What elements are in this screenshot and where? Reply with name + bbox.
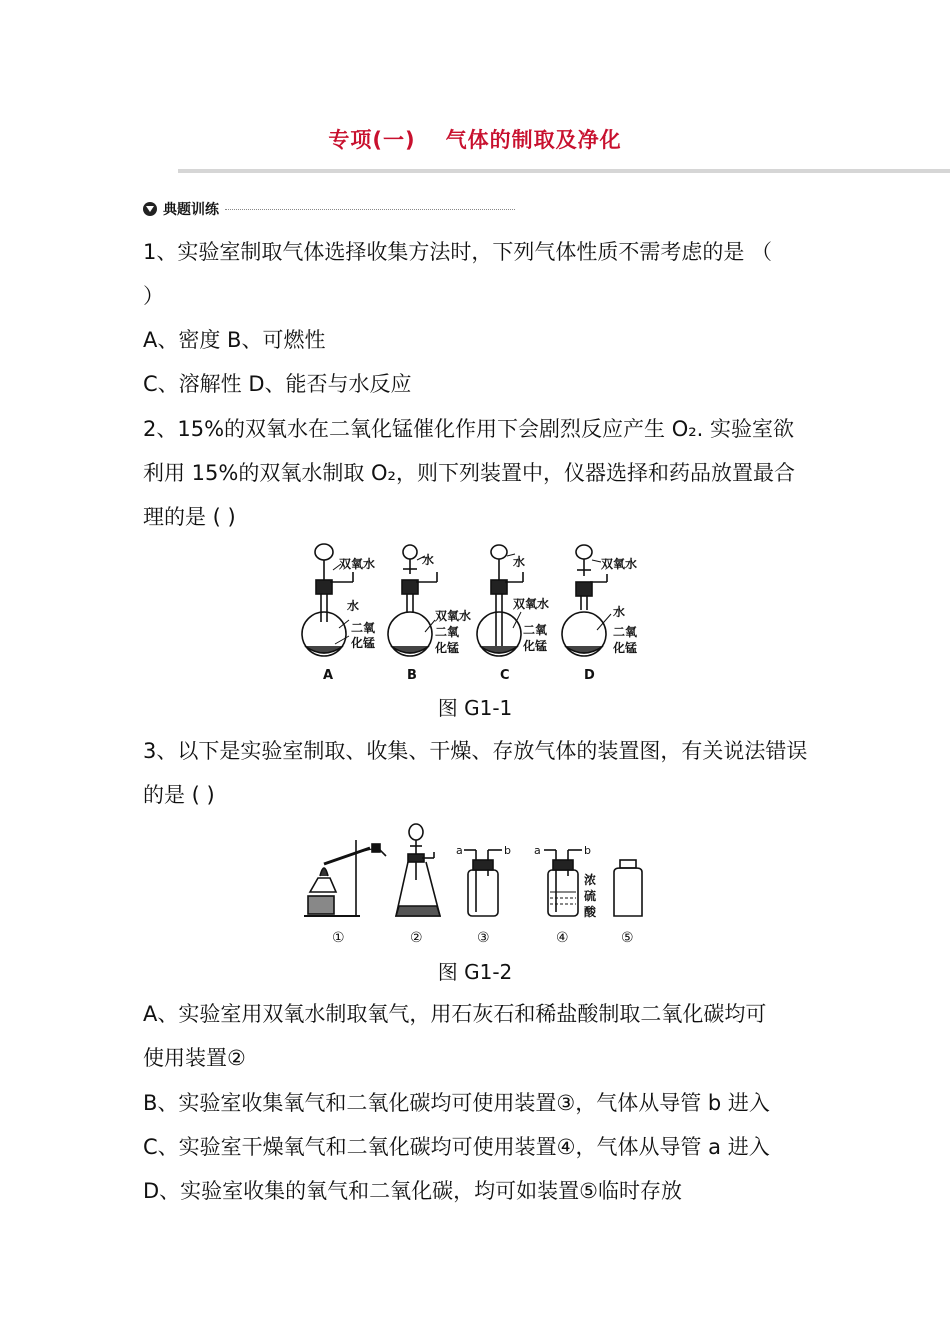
acid-char-1: 浓 (584, 873, 597, 887)
label-c-mn2: 化锰 (523, 639, 548, 653)
q3-option-a-line1: A、实验室用双氧水制取氧气，用石灰石和稀盐酸制取二氧化碳均可 (143, 1002, 767, 1026)
q1-stem-line2: ） (143, 284, 164, 308)
q2-stem-line1: 2、15%的双氧水在二氧化锰催化作用下会剧烈反应产生 O₂. 实验室欲 (143, 417, 795, 441)
device-number-3: ③ (477, 930, 490, 946)
triangle-down-icon (143, 202, 157, 216)
label-c-top: 水 (513, 555, 526, 569)
device-number-2: ② (410, 930, 423, 946)
q2-stem-line3: 理的是 ( ) (143, 505, 236, 529)
title-prefix: 专项(一) (328, 128, 416, 152)
caption-label-a: A (323, 668, 334, 683)
q3-option-b: B、实验室收集氧气和二氧化碳均可使用装置③，气体从导管 b 进入 (143, 1091, 770, 1115)
caption-label-d: D (584, 668, 595, 683)
label-b-mid: 双氧水 (435, 609, 472, 623)
label-a-mn1: 二氧 (351, 621, 376, 635)
label-a-mn2: 化锰 (351, 636, 376, 650)
figure-g1-2-caption: 图 G1-2 (437, 960, 513, 984)
apparatus-3 (464, 850, 502, 916)
apparatus-1 (304, 840, 386, 916)
label-d-mid: 水 (613, 605, 626, 619)
q1-options-cd: C、溶解性 D、能否与水反应 (143, 372, 412, 396)
q3-stem-line2: 的是 ( ) (143, 783, 215, 807)
figure-g1-1-caption: 图 G1-1 (437, 696, 513, 720)
label-d-mn1: 二氧 (613, 625, 638, 639)
dotted-divider (225, 208, 515, 210)
q3-option-c: C、实验室干燥氧气和二氧化碳均可使用装置④，气体从导管 a 进入 (143, 1135, 770, 1159)
apparatus-4 (544, 850, 582, 916)
page-title (0, 124, 950, 154)
port-b-4: b (584, 844, 591, 857)
label-c-mid: 双氧水 (513, 597, 550, 611)
device-number-5: ⑤ (621, 930, 634, 946)
figure-g1-2 (300, 820, 650, 950)
apparatus-5 (614, 860, 642, 916)
device-number-1: ① (332, 930, 345, 946)
section-label: 典题训练 (163, 202, 219, 218)
label-b-mn1: 二氧 (435, 625, 460, 639)
port-a-4: a (534, 844, 541, 857)
port-a-3: a (456, 844, 463, 857)
acid-char-2: 硫 (584, 889, 597, 903)
q2-stem-line2: 利用 15%的双氧水制取 O₂，则下列装置中，仪器选择和药品放置最合 (143, 461, 795, 485)
label-d-mn2: 化锰 (613, 641, 638, 655)
title-divider (178, 169, 950, 173)
apparatus-2 (396, 824, 440, 916)
label-b-mn2: 化锰 (435, 641, 460, 655)
label-d-top: 双氧水 (601, 557, 638, 571)
label-a-mid: 水 (347, 599, 360, 613)
port-b-3: b (504, 844, 511, 857)
q1-stem-line1: 1、实验室制取气体选择收集方法时，下列气体性质不需考虑的是 （ (143, 240, 773, 264)
label-b-top: 水 (422, 553, 435, 567)
acid-char-3: 酸 (584, 905, 597, 919)
section-header (143, 199, 515, 219)
q1-options-ab: A、密度 B、可燃性 (143, 328, 326, 352)
q3-option-a-line2: 使用装置② (143, 1046, 246, 1070)
label-a-top: 双氧水 (339, 557, 376, 571)
q3-stem-line1: 3、以下是实验室制取、收集、干燥、存放气体的装置图，有关说法错误 (143, 739, 808, 763)
device-number-4: ④ (556, 930, 569, 946)
title-main: 气体的制取及净化 (445, 128, 622, 152)
figure-g1-1 (295, 542, 655, 684)
caption-label-b: B (407, 668, 417, 683)
q3-option-d: D、实验室收集的氧气和二氧化碳，均可如装置⑤临时存放 (143, 1179, 682, 1203)
caption-label-c: C (500, 668, 510, 683)
label-c-mn1: 二氧 (523, 623, 548, 637)
